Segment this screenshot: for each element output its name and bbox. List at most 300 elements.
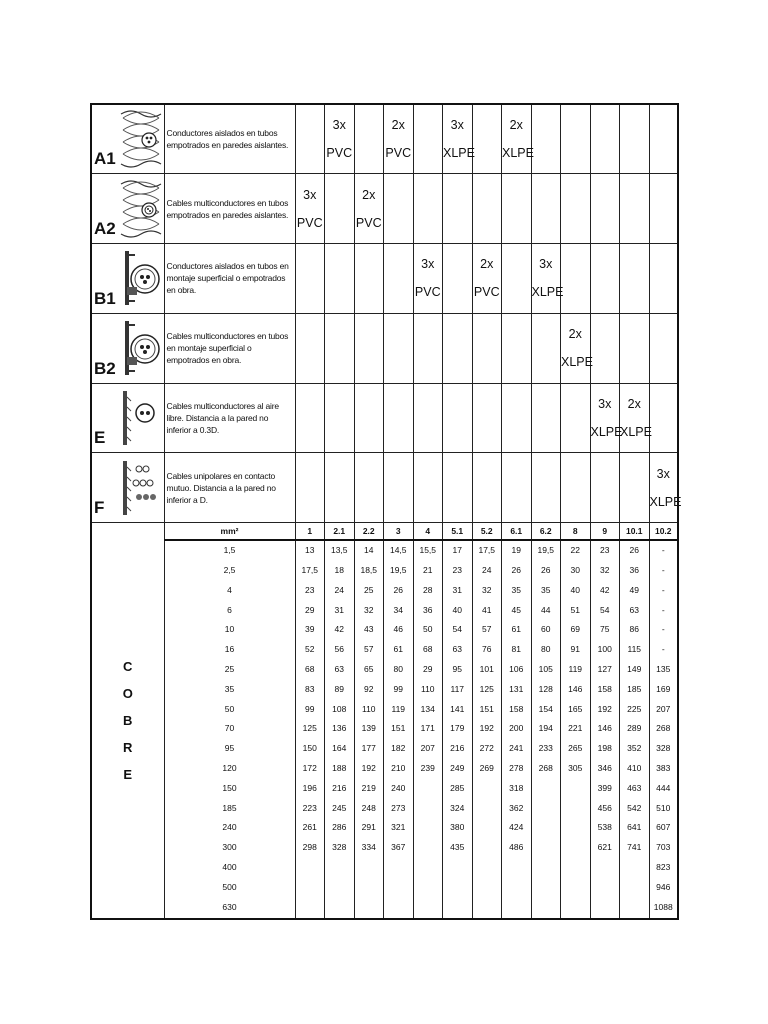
section-size: 95	[224, 743, 235, 754]
ampacity-value: 225	[627, 703, 642, 714]
ampacity-value: -	[661, 565, 665, 576]
ampacity-value: 99	[305, 703, 315, 714]
conductor-config-cell	[472, 174, 502, 244]
ampacity-value: 110	[420, 683, 435, 694]
ampacity-value: 24	[482, 565, 492, 576]
installation-description: Cables multiconductores al aire libre. Distancia a la pared no inferior a 0.3D.	[164, 383, 295, 453]
section-size: 4	[227, 584, 232, 595]
ampacity-value	[620, 858, 649, 878]
column-9-header: 9	[590, 523, 620, 541]
ampacity-value: 19,5	[537, 545, 555, 556]
ampacity-value: 291	[361, 822, 376, 833]
conductor-config-cell	[561, 453, 591, 523]
ampacity-value: 424	[509, 822, 524, 833]
conductor-config-cell	[620, 104, 650, 174]
ampacity-value: 19,5	[389, 565, 407, 576]
ampacity-value	[561, 779, 590, 799]
conductor-config-cell	[472, 383, 502, 453]
ampacity-value: 36	[629, 565, 639, 576]
ampacity-value: 95	[452, 664, 462, 675]
ampacity-column-2.2	[354, 540, 384, 919]
section-size: 240	[222, 822, 237, 833]
section-size: 630	[222, 901, 237, 912]
ampacity-value: 444	[656, 782, 671, 793]
ampacity-value: 278	[509, 763, 524, 774]
ampacity-value: 538	[597, 822, 612, 833]
ampacity-value: 68	[305, 664, 315, 675]
ampacity-value	[414, 818, 443, 838]
single-core-touching-icon	[119, 457, 163, 519]
conductor-config-cell	[649, 104, 678, 174]
conductor-config-cell	[443, 104, 473, 174]
ampacity-value	[384, 858, 413, 878]
installation-row-b2	[91, 313, 678, 383]
ampacity-value: 52	[305, 644, 315, 655]
ampacity-value: 362	[509, 802, 524, 813]
conductor-config-cell	[472, 104, 502, 174]
conductor-config-cell	[531, 453, 561, 523]
conductor-config-cell	[561, 174, 591, 244]
conductor-config-cell	[649, 383, 678, 453]
ampacity-value: 110	[361, 703, 376, 714]
conductor-count: 3x	[539, 257, 553, 272]
column-1-header: 1	[295, 523, 325, 541]
ampacity-value: 57	[364, 644, 374, 655]
conductor-config-cell	[590, 313, 620, 383]
installation-drawing	[118, 453, 164, 523]
conductor-config-cell	[649, 174, 678, 244]
ampacity-column-10.2	[649, 540, 678, 919]
ampacity-column-5.1	[443, 540, 473, 919]
ampacity-value: 146	[568, 683, 583, 694]
conductor-count: 2x	[480, 257, 494, 272]
conductor-config-cell	[472, 313, 502, 383]
installation-code: E	[91, 383, 118, 453]
ampacity-value: 49	[629, 584, 639, 595]
ampacity-column-2.1	[325, 540, 355, 919]
ampacity-value	[296, 858, 325, 878]
ampacity-value: 18	[334, 565, 344, 576]
ampacity-value	[591, 878, 620, 898]
column-2-2-header: 2.2	[354, 523, 384, 541]
ampacity-column-5.2	[472, 540, 502, 919]
ampacity-value	[384, 878, 413, 898]
ampacity-value: 463	[627, 782, 642, 793]
conductor-config-cell	[649, 244, 678, 314]
conductor-config-cell	[590, 383, 623, 453]
ampacity-value: 210	[391, 763, 406, 774]
ampacity-column-6.1	[502, 540, 532, 919]
ampacity-value: 456	[597, 802, 612, 813]
ampacity-value: 81	[511, 644, 521, 655]
conductor-config-cell	[354, 174, 384, 244]
ampacity-value: 119	[568, 664, 583, 675]
ampacity-value: 171	[420, 723, 435, 734]
ampacity-value: 91	[570, 644, 580, 655]
ampacity-value	[355, 898, 384, 918]
ampacity-value: 136	[332, 723, 347, 734]
conductor-config-cell	[531, 383, 561, 453]
ampacity-value	[591, 898, 620, 918]
ampacity-value: 435	[450, 842, 465, 853]
insulated-wall-conduit-icon	[119, 108, 163, 170]
conductor-config-cell	[531, 104, 561, 174]
conductor-config-cell	[443, 313, 473, 383]
ampacity-value: 383	[656, 763, 671, 774]
conductor-config-cell	[413, 453, 443, 523]
conductor-config-cell	[413, 383, 443, 453]
ampacity-value: 61	[511, 624, 521, 635]
ampacity-value: 367	[391, 842, 406, 853]
ampacity-value	[414, 858, 443, 878]
material-label	[91, 523, 164, 919]
ampacity-value: 40	[570, 584, 580, 595]
ampacity-value: 125	[302, 723, 317, 734]
ampacity-value: 21	[423, 565, 433, 576]
ampacity-value: 23	[600, 545, 610, 556]
installation-description: Conductores aislados en tubos empotrados en paredes aislantes.	[164, 104, 295, 174]
ampacity-column-10.1	[620, 540, 650, 919]
ampacity-value: 352	[627, 743, 642, 754]
conductor-config-cell	[325, 104, 355, 174]
conductor-count: 3x	[450, 118, 464, 133]
conductor-config-cell	[295, 383, 325, 453]
current-capacity-table	[90, 103, 682, 920]
ampacity-value: 117	[450, 683, 465, 694]
ampacity-value	[414, 799, 443, 819]
ampacity-value: 741	[627, 842, 642, 853]
ampacity-value: 25	[364, 584, 374, 595]
ampacity-column-8	[561, 540, 591, 919]
column-10-1-header: 10.1	[620, 523, 650, 541]
ampacity-value: 14	[364, 545, 374, 556]
free-air-multicore-icon	[119, 387, 163, 449]
ampacity-value: 141	[450, 703, 465, 714]
ampacity-value: 268	[538, 763, 553, 774]
ampacity-value	[355, 858, 384, 878]
ampacity-value	[325, 858, 354, 878]
ampacity-column-4	[413, 540, 443, 919]
ampacity-value: 35	[511, 584, 521, 595]
ampacity-value	[473, 799, 502, 819]
insulation-type: XLPE	[443, 146, 475, 161]
ampacity-value: 17	[452, 545, 462, 556]
ampacity-value	[473, 818, 502, 838]
ampacity-value: 26	[629, 545, 639, 556]
installation-drawing	[118, 174, 164, 244]
material-letter: R	[123, 740, 133, 756]
ampacity-value	[532, 779, 561, 799]
ampacity-value: 69	[570, 624, 580, 635]
section-size: 70	[224, 723, 235, 734]
column-3-header: 3	[384, 523, 414, 541]
installation-code: F	[91, 453, 118, 523]
ampacity-value: 239	[420, 763, 435, 774]
column-6-1-header: 6.1	[502, 523, 532, 541]
conductor-config-cell	[413, 174, 443, 244]
ampacity-column-6.2	[531, 540, 561, 919]
insulation-type: XLPE	[561, 355, 593, 370]
conductor-config-cell	[413, 244, 443, 314]
ampacity-value: 15,5	[419, 545, 437, 556]
section-size: 400	[222, 862, 237, 872]
ampacity-value: 240	[391, 782, 406, 793]
insulation-type: PVC	[296, 215, 323, 230]
ampacity-value: 245	[332, 802, 347, 813]
conductor-config-cell	[590, 104, 620, 174]
ampacity-value: 108	[332, 703, 347, 714]
ampacity-value: -	[661, 624, 665, 635]
ampacity-value: 86	[629, 624, 639, 635]
ampacity-value: 286	[332, 822, 347, 833]
ampacity-value: 200	[509, 723, 524, 734]
ampacity-value	[443, 878, 472, 898]
ampacity-value	[620, 898, 649, 918]
ampacity-value: 80	[393, 664, 403, 675]
installation-drawing	[118, 244, 164, 314]
ampacity-value: 169	[656, 683, 671, 694]
ampacity-value	[325, 898, 354, 918]
ampacity-value: 328	[656, 743, 671, 754]
ampacity-value: 65	[364, 664, 374, 675]
conductor-config-cell	[295, 174, 325, 244]
ampacity-value: 158	[509, 703, 524, 714]
installation-drawing	[118, 383, 164, 453]
ampacity-value: 641	[627, 822, 642, 833]
ampacity-value: 56	[334, 644, 344, 655]
ampacity-value: 607	[656, 822, 671, 833]
conductor-config-cell	[413, 313, 443, 383]
ampacity-value: 26	[511, 565, 521, 576]
ampacity-value: 272	[479, 743, 494, 754]
ampacity-value	[384, 898, 413, 918]
ampacity-value: 26	[393, 584, 403, 595]
ampacity-value: 13,5	[330, 545, 348, 556]
conductor-config-cell	[443, 453, 473, 523]
conductor-config-cell	[561, 104, 591, 174]
ampacity-value: 298	[302, 842, 317, 853]
ampacity-value: 146	[597, 723, 612, 734]
ampacity-value: 41	[482, 604, 492, 615]
ampacity-value: 23	[305, 584, 315, 595]
installation-code: A1	[91, 104, 118, 174]
ampacity-value: 80	[541, 644, 551, 655]
installation-code: B1	[91, 244, 118, 314]
ampacity-column-9	[590, 540, 620, 919]
ampacity-value: 328	[332, 842, 347, 853]
insulated-wall-multicore-icon	[119, 178, 163, 240]
ampacity-value	[532, 858, 561, 878]
conductor-config-cell	[325, 383, 355, 453]
ampacity-value: 115	[627, 644, 642, 655]
installation-row-f	[91, 453, 678, 523]
ampacity-value: 318	[509, 782, 524, 793]
column-4-header: 4	[413, 523, 443, 541]
installation-code: A2	[91, 174, 118, 244]
ampacity-value: 36	[423, 604, 433, 615]
ampacity-value: 207	[420, 743, 435, 754]
ampacity-value: 179	[450, 723, 465, 734]
ampacity-value: 32	[364, 604, 374, 615]
section-size: 2,5	[223, 565, 236, 576]
ampacity-value: -	[661, 584, 665, 595]
column-5-1-header: 5.1	[443, 523, 473, 541]
unit-header: mm²	[164, 523, 295, 541]
installation-row-a2	[91, 174, 678, 244]
ampacity-value: 30	[570, 565, 580, 576]
conductor-config-cell	[295, 244, 325, 314]
installation-drawing	[118, 104, 164, 174]
conductor-config-cell	[354, 104, 384, 174]
conductor-config-cell	[531, 313, 561, 383]
ampacity-value: 89	[334, 683, 344, 694]
material-letter: E	[123, 767, 133, 783]
ampacity-value: 42	[334, 624, 344, 635]
ampacity-value	[414, 878, 443, 898]
ampacity-value: 248	[361, 802, 376, 813]
ampacity-value: 321	[391, 822, 406, 833]
ampacity-value	[561, 799, 590, 819]
ampacity-value: 101	[479, 664, 494, 675]
ampacity-value	[502, 878, 531, 898]
conductor-config-cell	[325, 244, 355, 314]
ampacity-value	[296, 878, 325, 898]
section-size: 25	[224, 664, 235, 675]
material-letter: B	[123, 713, 133, 729]
ampacity-value	[532, 838, 561, 858]
section-size: 300	[222, 842, 237, 853]
ampacity-value	[473, 779, 502, 799]
ampacity-value: 76	[482, 644, 492, 655]
ampacity-value: 61	[393, 644, 403, 655]
ampacity-value: 188	[332, 763, 347, 774]
ampacity-value: 192	[479, 723, 494, 734]
ampacity-value	[561, 858, 590, 878]
section-size: 185	[222, 802, 237, 813]
ampacity-value: 399	[597, 782, 612, 793]
installation-row-e	[91, 383, 678, 453]
conductor-config-cell	[531, 244, 564, 314]
conductor-count: 3x	[656, 466, 670, 481]
ampacity-value: 219	[361, 782, 376, 793]
conductor-config-cell	[325, 453, 355, 523]
ampacity-value	[473, 878, 502, 898]
ampacity-value: -	[661, 604, 665, 615]
conductor-count: 2x	[568, 327, 582, 342]
ampacity-value: 324	[450, 802, 465, 813]
conductor-config-cell	[502, 313, 532, 383]
ampacity-value	[620, 878, 649, 898]
installation-row-b1	[91, 244, 678, 314]
installation-description: Conductores aislados en tubos en montaje superficial o empotrados en obra.	[164, 244, 295, 314]
ampacity-value: 28	[423, 584, 433, 595]
ampacity-value: 542	[627, 802, 642, 813]
ampacity-value: 45	[511, 604, 521, 615]
ampacity-value: 216	[332, 782, 347, 793]
ampacity-column-3	[384, 540, 414, 919]
insulation-type: XLPE	[649, 494, 682, 509]
conductor-config-cell	[502, 104, 532, 174]
ampacity-value: 164	[332, 743, 347, 754]
ampacity-value: 192	[361, 763, 376, 774]
ampacity-value: 18,5	[360, 565, 378, 576]
conductor-config-cell	[295, 453, 325, 523]
ampacity-value: 19	[511, 545, 521, 556]
conductor-config-cell	[649, 313, 678, 383]
insulation-type: PVC	[473, 285, 500, 300]
ampacity-value: 17,5	[301, 565, 319, 576]
ampacity-value: 134	[420, 703, 435, 714]
ampacity-value	[561, 898, 590, 918]
ampacity-value: 44	[541, 604, 551, 615]
conductor-config-cell	[590, 244, 620, 314]
ampacity-value: 83	[305, 683, 315, 694]
ampacity-value: 165	[568, 703, 583, 714]
ampacity-value: 273	[391, 802, 406, 813]
ampacity-value: 29	[423, 664, 433, 675]
insulation-type: PVC	[414, 285, 441, 300]
ampacity-value: 289	[627, 723, 642, 734]
ampacity-value: 106	[509, 664, 524, 675]
ampacity-value: 249	[450, 763, 465, 774]
conductor-count: 2x	[627, 397, 641, 412]
ampacity-value: 207	[656, 703, 671, 714]
ampacity-value: 13	[305, 545, 315, 556]
ampacity-value: 151	[391, 723, 406, 734]
conductor-count: 2x	[391, 118, 405, 133]
ampacity-value: 105	[538, 664, 553, 675]
ampacity-value	[532, 878, 561, 898]
ampacity-value: 946	[656, 881, 671, 892]
conductor-config-cell	[531, 174, 561, 244]
ampacity-value	[414, 898, 443, 918]
section-size: 150	[222, 782, 237, 793]
ampacity-value: 127	[597, 664, 612, 675]
ampacity-value: 63	[452, 644, 462, 655]
ampacity-value: 22	[570, 545, 580, 556]
ampacity-value	[502, 898, 531, 918]
ampacity-value: 26	[541, 565, 551, 576]
installation-code: B2	[91, 313, 118, 383]
ampacity-value: 14,5	[389, 545, 407, 556]
ampacity-value: 305	[568, 763, 583, 774]
conductor-config-cell	[502, 174, 532, 244]
ampacity-value: 223	[302, 802, 317, 813]
ampacity-value: 346	[597, 763, 612, 774]
installation-description: Cables multiconductores en tubos en montaje superficial o empotrados en obra.	[164, 313, 295, 383]
conductor-count: 2x	[509, 118, 523, 133]
conductor-config-cell	[295, 104, 325, 174]
ampacity-value: 192	[597, 703, 612, 714]
ampacity-value: 119	[391, 703, 406, 714]
ampacity-value	[325, 878, 354, 898]
section-size: 500	[222, 881, 237, 892]
column-5-2-header: 5.2	[472, 523, 502, 541]
installation-row-a1	[91, 104, 678, 174]
section-size: 6	[227, 604, 232, 615]
column-6-2-header: 6.2	[531, 523, 561, 541]
ampacity-value: 43	[364, 624, 374, 635]
ampacity-value	[355, 878, 384, 898]
conductor-config-cell	[620, 244, 650, 314]
conductor-count: 3x	[421, 257, 435, 272]
ampacity-value: 154	[538, 703, 553, 714]
conductor-count: 2x	[362, 187, 376, 202]
ampacity-value: 50	[423, 624, 433, 635]
insulation-type: PVC	[326, 146, 353, 161]
ampacity-value: 380	[450, 822, 465, 833]
insulation-type: PVC	[355, 215, 382, 230]
